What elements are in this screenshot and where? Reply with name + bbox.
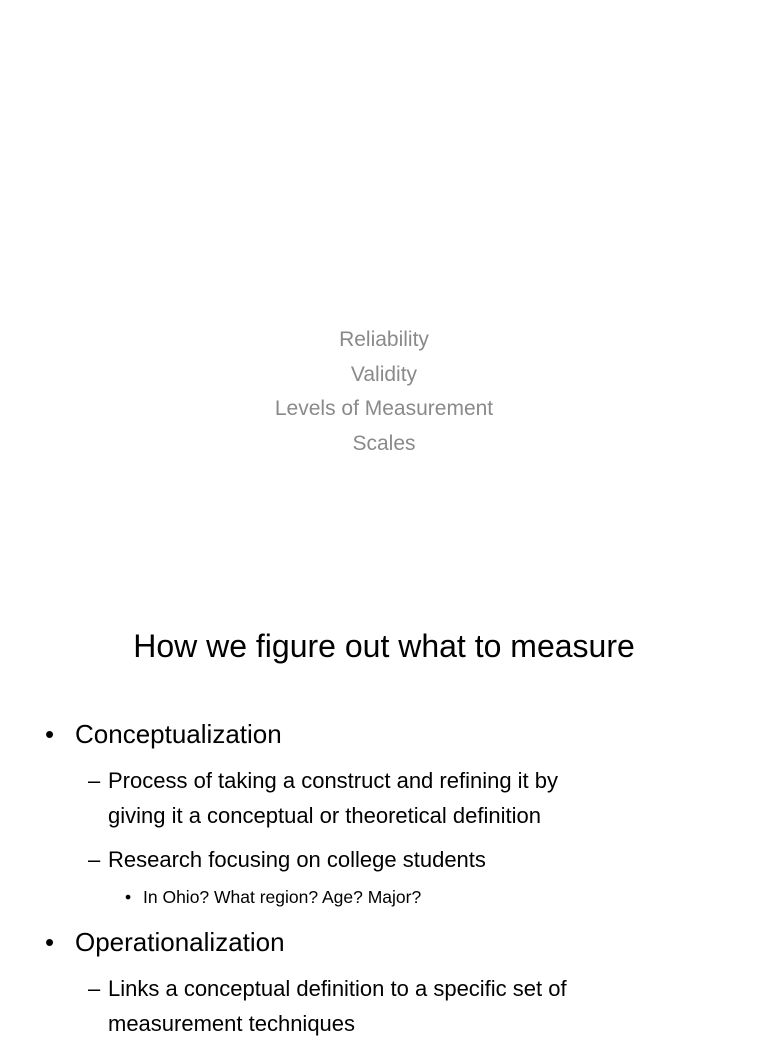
dash-icon: –	[88, 976, 101, 1001]
bullet-text: Conceptualization	[75, 719, 282, 749]
bullet-icon: •	[45, 927, 55, 957]
subtitle-line: Levels of Measurement	[274, 397, 494, 420]
dash-icon: –	[88, 768, 101, 793]
subtitle-line: Scales	[352, 432, 416, 455]
bullet-continuation: giving it a conceptual or theoretical definition	[108, 803, 541, 828]
bullet-text: Research focusing on college students	[108, 847, 486, 872]
bullet-continuation: measurement techniques	[108, 1011, 356, 1036]
subtitle-line: Reliability	[339, 328, 429, 351]
bullet-text: Process of taking a construct and refining it by	[108, 768, 559, 793]
bullet-icon: •	[125, 887, 132, 907]
subtitle-line: Validity	[350, 363, 418, 386]
bullet-text: Operationalization	[75, 927, 285, 957]
slide-title: How we figure out what to measure	[133, 628, 635, 664]
bullet-icon: •	[45, 719, 55, 749]
bullet-text: Links a conceptual definition to a specific set of	[108, 976, 567, 1001]
dash-icon: –	[88, 847, 101, 872]
bullet-text: In Ohio? What region? Age? Major?	[143, 887, 422, 907]
